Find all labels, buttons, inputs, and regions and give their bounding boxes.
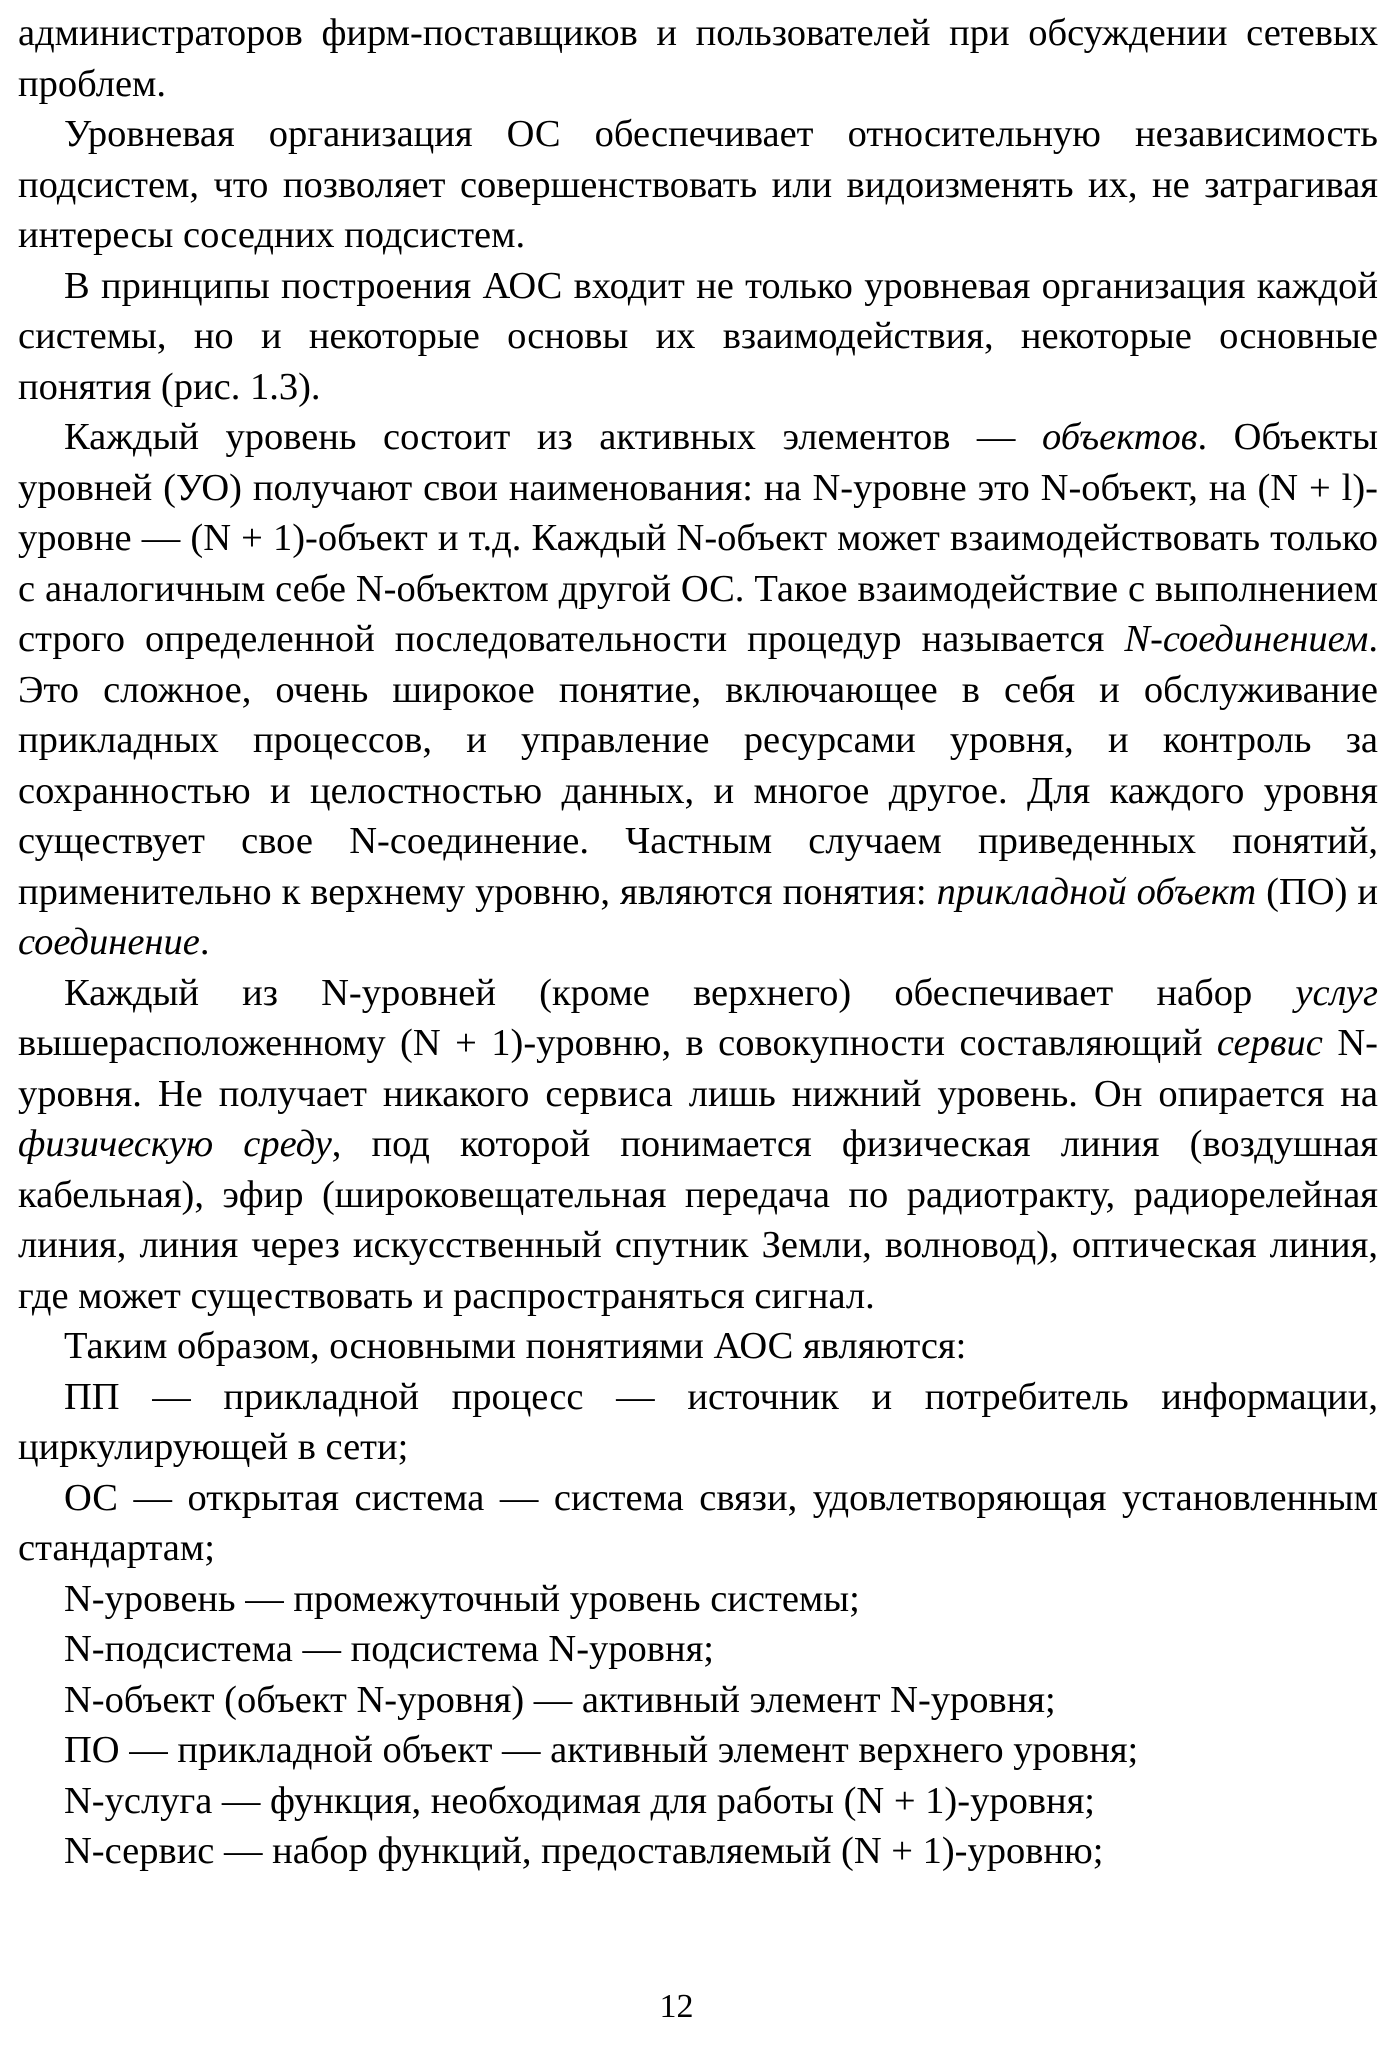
term-n-connection: N-соединением <box>1124 618 1369 660</box>
definition-n-object: N-объект (объект N-уровня) — активный элемент N-уровня; <box>64 1678 1056 1721</box>
paragraph-level-objects <box>18 412 1378 968</box>
text-run: N-уровня. Не получает никакого сервиса лишь нижний уровень. Он опирается на <box>18 1022 1378 1115</box>
term-physical-medium: физическую среду <box>18 1123 332 1165</box>
term-application-object: прикладной объект <box>936 870 1257 913</box>
paragraph-summary-intro: Таким образом, основными понятиями АОС являются: <box>64 1325 967 1367</box>
document-page <box>18 8 1378 1877</box>
definition-n-subsystem: N-подсистема — подсистема N-уровня; <box>64 1628 714 1670</box>
page-number: 12 <box>659 1988 694 2025</box>
term-connection: соединение <box>18 921 200 963</box>
text-run: . <box>199 921 210 963</box>
paragraph-level-organization: Уровневая организация ОС обеспечивает относительную независимость подсистем, что позволяет совершенствовать или видоизменять их, не затрагивая интересы соседних подсистем. <box>18 113 1378 256</box>
definition-n-service-set: N-сервис — набор функций, предоставляемый (N + 1)-уровню; <box>64 1830 1104 1872</box>
definition-pp: ПП — прикладной процесс — источник и потребитель информации, циркулирующей в сети; <box>18 1375 1378 1468</box>
text-run: , под которой понимается физическая линия (воздушная кабельная), эфир (широковещательная передача по радиотракту, радиорелейная линия, линия через искусственный спутник Земли, волновод), оптическая линия, где может существовать и распространяться сигнал. <box>18 1123 1379 1317</box>
definition-n-service-function: N-услуга — функция, необходимая для работы (N + 1)-уровня; <box>64 1779 1096 1822</box>
definition-os: ОС — открытая система — система связи, удовлетворяющая установленным стандартам; <box>18 1476 1378 1569</box>
text-run: (ПО) и <box>1256 870 1378 913</box>
text-run: Каждый из N-уровней (кроме верхнего) обеспечивает набор <box>64 971 1296 1014</box>
paragraph-n-services <box>18 968 1378 1322</box>
term-services: услуг <box>1295 971 1378 1014</box>
paragraph-aos-principles: В принципы построения АОС входит не только уровневая организация каждой системы, но и некоторые основы их взаимодействия, некоторые основные понятия (рис. 1.3). <box>18 264 1378 408</box>
definition-n-level: N-уровень — промежуточный уровень системы; <box>64 1577 860 1620</box>
paragraph-continuation: администраторов фирм-поставщиков и пользователей при обсуждении сетевых проблем. <box>18 12 1378 105</box>
text-run: . Объекты уровней (УО) получают свои наименования: на N-уровне это N-объект, на (N + l)-уровне — (N + 1)-объект и т.д. Каждый N-объект может взаимодействовать только с аналогичным себе N-объектом другой ОС. Такое взаимодействие с выполнением строго определенной последовательности процедур называется <box>18 416 1378 660</box>
text-run: Каждый уровень состоит из активных элементов — <box>64 416 1042 458</box>
text-run: . Это сложное, очень широкое понятие, включающее в себя и обслуживание прикладных процессов, и управление ресурсами уровня, и контроль за сохранностью и целостностью данных, и многое другое. Для каждого уровня существует свое N-соединение. Частным случаем приведенных понятий, применительно к верхнему уровню, являются понятия: <box>18 618 1378 913</box>
definition-po: ПО — прикладной объект — активный элемент верхнего уровня; <box>64 1729 1139 1771</box>
term-objects: объектов <box>1042 416 1198 458</box>
term-service: сервис <box>1216 1022 1323 1064</box>
text-run: вышерасположенному (N + 1)-уровню, в совокупности составляющий <box>18 1022 1217 1064</box>
